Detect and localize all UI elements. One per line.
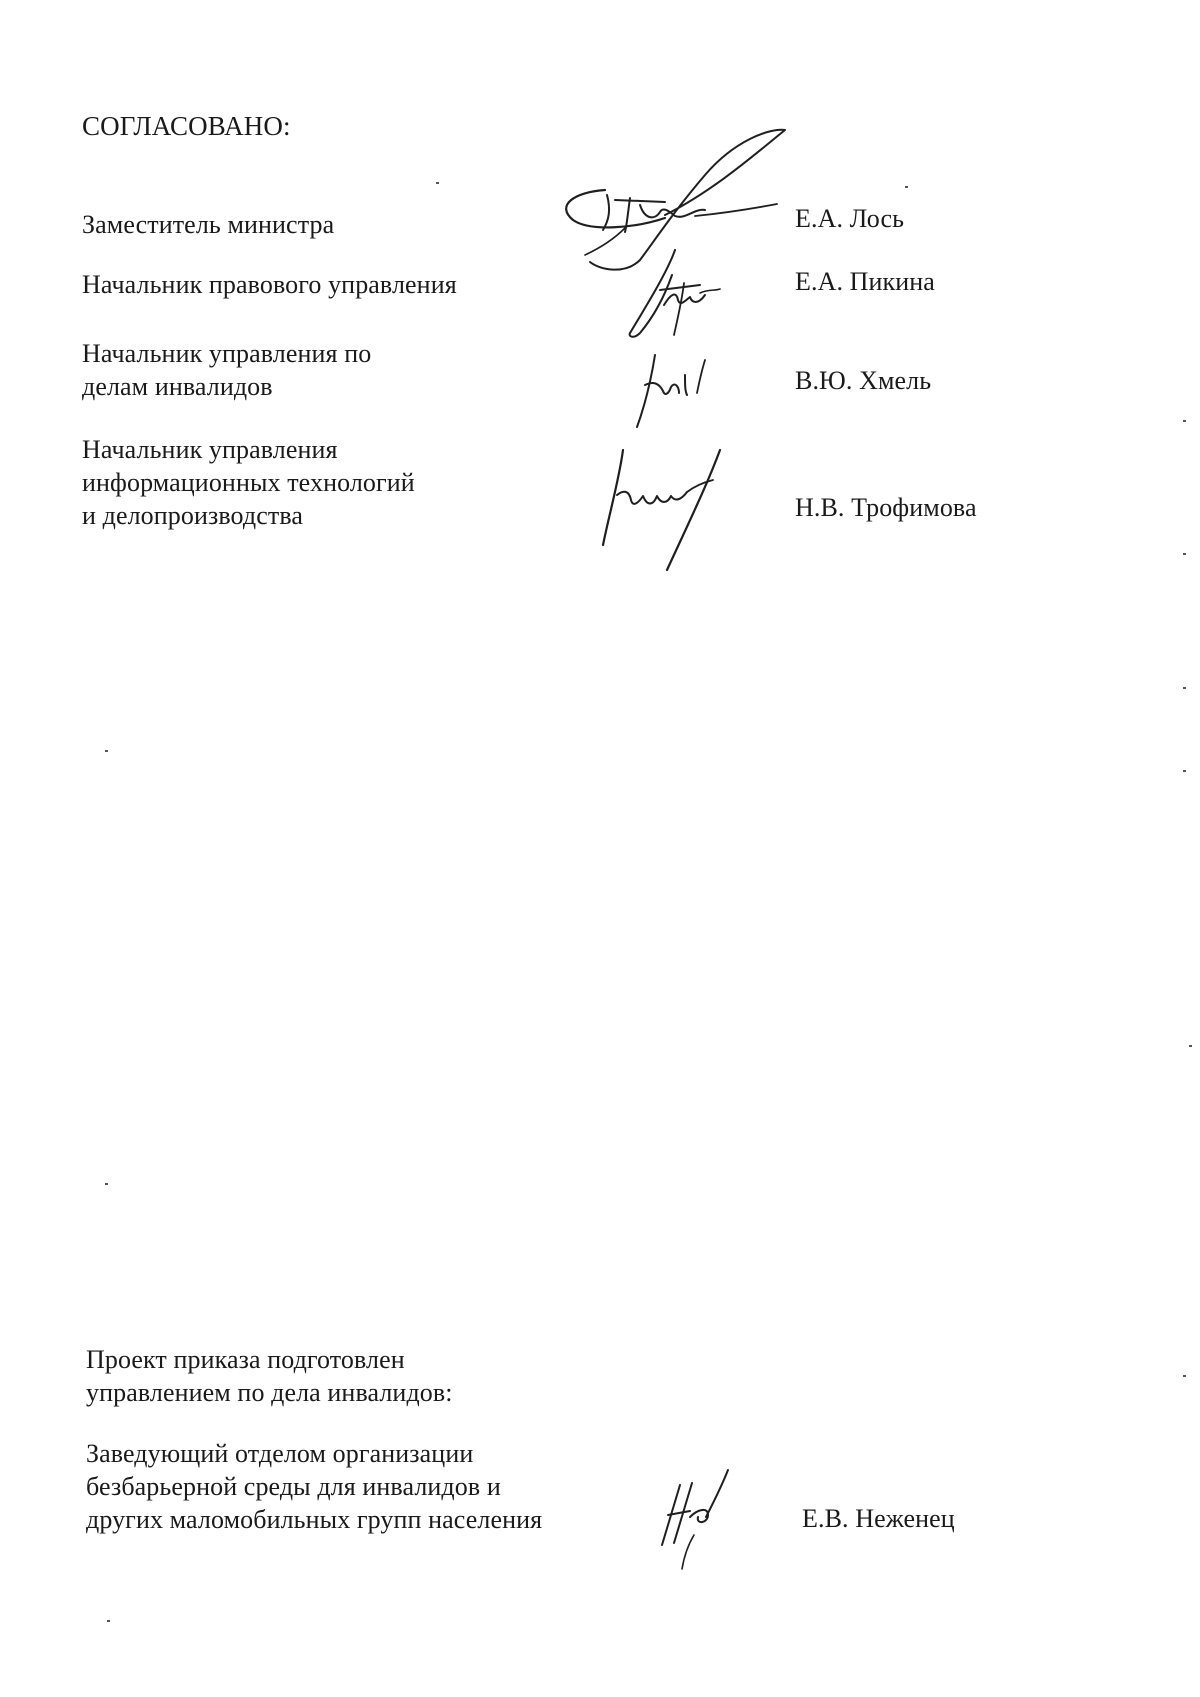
- signature-3: [625, 345, 735, 435]
- approver-name-4: Н.В. Трофимова: [795, 493, 977, 522]
- preparer-position: Заведующий отделом организации безбарьерной среды для инвалидов и других маломобильных групп населения: [86, 1439, 543, 1534]
- approval-heading: СОГЛАСОВАНО:: [82, 111, 291, 141]
- signature-4: [595, 440, 745, 580]
- approver-name-2: Е.А. Пикина: [795, 267, 935, 296]
- scan-speck: [1183, 687, 1186, 689]
- scan-speck: [105, 1183, 108, 1185]
- signature-2: [620, 245, 740, 345]
- scan-speck: [905, 186, 908, 188]
- scan-speck: [1183, 770, 1186, 772]
- approver-name-1: Е.А. Лось: [795, 204, 905, 233]
- scan-speck: [1183, 1375, 1186, 1377]
- signature-5: [650, 1465, 760, 1575]
- approver-name-3: В.Ю. Хмель: [795, 366, 932, 395]
- scan-speck: [107, 1620, 110, 1622]
- approver-position-3: Начальник управления по делам инвалидов: [82, 339, 372, 401]
- scan-speck: [1183, 553, 1186, 555]
- prepared-note: Проект приказа подготовлен управлением по дела инвалидов:: [86, 1345, 453, 1407]
- approver-position-4: Начальник управления информационных технологий и делопроизводства: [82, 435, 415, 530]
- approver-position-1: Заместитель министра: [82, 210, 335, 239]
- scan-speck: [1183, 420, 1186, 422]
- scan-speck: [1189, 1045, 1192, 1047]
- approver-position-2: Начальник правового управления: [82, 270, 457, 299]
- scan-speck: [436, 182, 439, 184]
- preparer-name: Е.В. Неженец: [802, 1504, 955, 1533]
- scan-speck: [105, 750, 108, 752]
